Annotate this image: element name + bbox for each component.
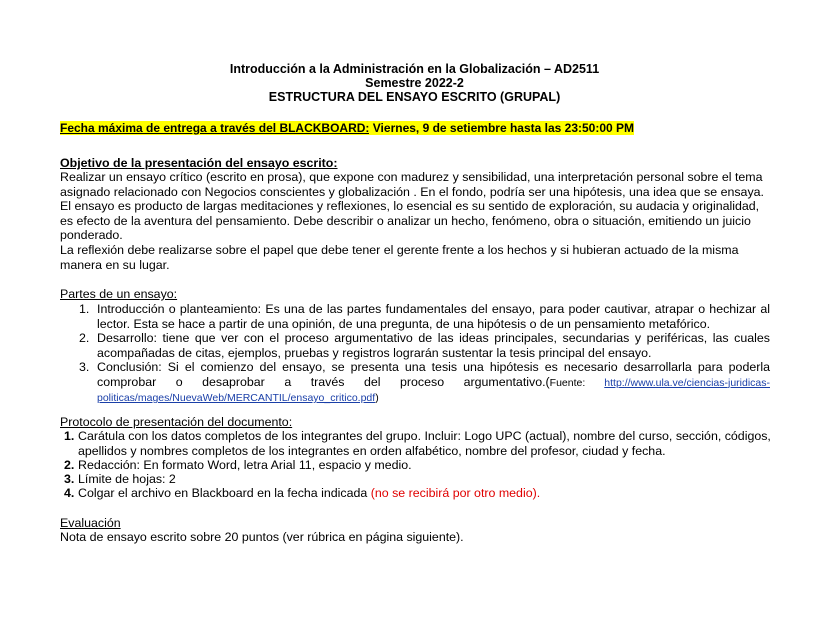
evaluation-heading: Evaluación bbox=[60, 516, 121, 530]
source-link[interactable]: http://www.ula.ve/ciencias-juridicas-politicas/mages/NuevaWeb/MERCANTIL/ensayo_critico.pdf bbox=[97, 376, 770, 405]
course-title: Introducción a la Administración en la Globalización – AD2511 bbox=[229, 62, 600, 76]
deadline-value: Viernes, 9 de setiembre hasta las 23:50:00 PM bbox=[369, 121, 635, 135]
evaluation-text: Nota de ensayo escrito sobre 20 puntos (ver rúbrica en página siguiente). bbox=[60, 530, 464, 544]
delivery-note: (no se recibirá por otro medio). bbox=[370, 486, 541, 500]
list-item: 3. Límite de hojas: 2 bbox=[64, 472, 176, 486]
document-title: ESTRUCTURA DEL ENSAYO ESCRITO (GRUPAL) bbox=[268, 90, 561, 104]
objective-paragraph-1: Realizar un ensayo crítico (escrito en prosa), que expone con madurez y sensibilidad, una interpretación personal sobre el tema asignado relacionado con Negocios conscientes y globalización . En el fondo, podría ser una hipótesis, una idea que se ensaya. El ensayo es producto de largas meditaciones y reflexiones, lo esencial es su sentido de exploración, su audacia y originalidad, es efecto de la aventura del pensamiento. Debe describir o analizar un hecho, fenómeno, obra o situación, emitiendo un juicio ponderado. bbox=[60, 170, 764, 243]
list-item: 2. Desarrollo: tiene que ver con el proceso argumentativo de las ideas principales, secundarias y periféricas, las cuales acompañadas de citas, ejemplos, pruebas y registros lograrán sustentar la tesis principal del ensayo. bbox=[79, 331, 770, 360]
deadline-line bbox=[60, 121, 634, 136]
deadline-label: Fecha máxima de entrega a través del BLACKBOARD: bbox=[60, 121, 370, 135]
protocol-heading: Protocolo de presentación del documento: bbox=[60, 415, 293, 429]
semester: Semestre 2022-2 bbox=[365, 76, 464, 90]
list-item: 2. Redacción: En formato Word, letra Arial 11, espacio y medio. bbox=[64, 458, 412, 472]
list-item: 1. Introducción o planteamiento: Es una de las partes fundamentales del ensayo, para poder cautivar, atrapar o hechizar al lector. Esta se hace a partir de una opinión, de una pregunta, de una hipótesis o de un pensamiento metafórico. bbox=[79, 302, 770, 331]
list-item: 3. Conclusión: Si el comienzo del ensayo, se presenta una tesis una hipótesis es necesario desarrollarla para poderla comprobar o desaprobar a través del proceso argumentativo.(Fuente: http://www.ula.ve/ciencias-juridicas-politicas/mages/NuevaWeb/MERCANTIL/ensayo_critico.pdf) bbox=[79, 360, 770, 405]
objective-heading: Objetivo de la presentación del ensayo escrito: bbox=[60, 156, 338, 170]
parts-heading: Partes de un ensayo: bbox=[60, 287, 178, 301]
objective-paragraph-2: La reflexión debe realizarse sobre el papel que debe tener el gerente frente a los hechos y si hubieran actuado de la misma manera en su lugar. bbox=[60, 243, 739, 272]
list-item: 1. Carátula con los datos completos de los integrantes del grupo. Incluir: Logo UPC (actual), nombre del curso, sección, códigos, apellidos y nombres completos de los integrantes en orden alfabético, nombre del profesor, ciudad y fecha. bbox=[64, 429, 771, 458]
list-item: 4. Colgar el archivo en Blackboard en la fecha indicada (no se recibirá por otro medio). bbox=[64, 486, 541, 500]
source-label: Fuente: bbox=[549, 376, 605, 389]
